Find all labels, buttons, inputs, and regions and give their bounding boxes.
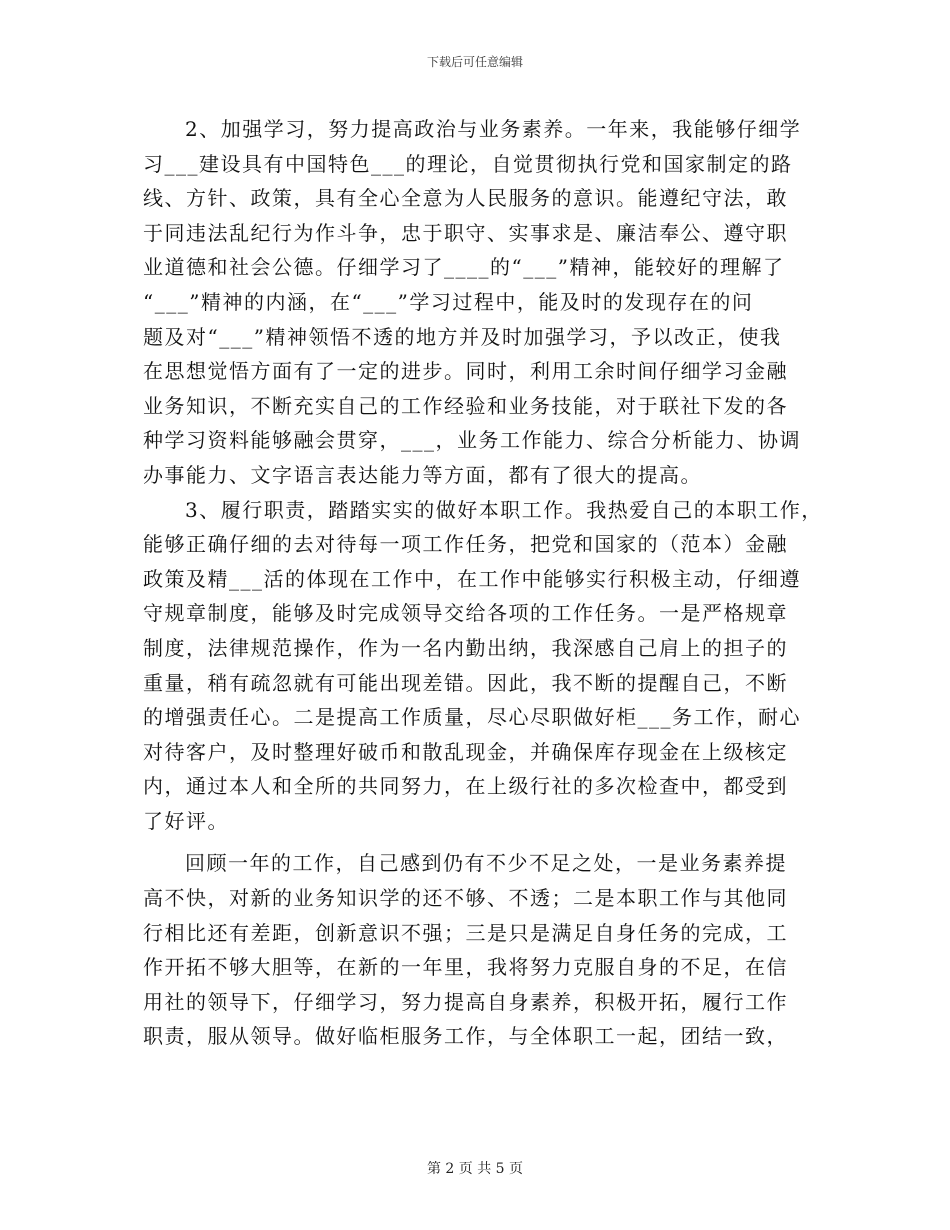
text-line: 线、方针、政策，具有全心全意为人民服务的意识。能遵纪守法，敢	[143, 186, 788, 211]
paragraph	[143, 493, 823, 839]
text-line: 种学习资料能够融会贯穿，___，业务工作能力、综合分析能力、协调	[143, 428, 801, 453]
text-line: 习___建设具有中国特色___的理论，自觉贯彻执行党和国家制定的路	[143, 151, 793, 176]
page-number: 第 2 页 共 5 页	[426, 1161, 524, 1177]
text-line: 题及对“___”精神领悟不透的地方并及时加强学习，予以改正，使我	[143, 324, 782, 349]
text-line: 制度，法律规范操作，作为一名内勤出纳，我深感自己肩上的担子的	[143, 635, 788, 660]
text-line: 办事能力、文字语言表达能力等方面，都有了很大的提高。	[143, 462, 702, 487]
paragraph-spacer	[143, 838, 823, 846]
text-line: 用社的领导下，仔细学习，努力提高自身素养，积极开拓，履行工作	[143, 989, 788, 1014]
text-line: 回顾一年的工作，自己感到仍有不少不足之处，一是业务素养提	[185, 851, 787, 876]
text-line: 对待客户，及时整理好破币和散乱现金，并确保库存现金在上级核定	[143, 739, 788, 764]
text-line: “___”精神的内涵，在“___”学习过程中，能及时的发现存在的问	[143, 289, 754, 314]
text-line: 作开拓不够大胆等，在新的一年里，我将努力克服自身的不足，在信	[143, 955, 788, 980]
document-body	[143, 112, 823, 1054]
text-line: 业道德和社会公德。仔细学习了____的“___”精神，能较好的理解了	[143, 255, 785, 280]
text-line: 行相比还有差距，创新意识不强；三是只是满足自身任务的完成，工	[143, 920, 788, 945]
text-line: 了好评。	[143, 808, 229, 833]
text-line: 在思想觉悟方面有了一定的进步。同时，利用工余时间仔细学习金融	[143, 359, 788, 384]
text-line: 高不快，对新的业务知识学的还不够、不透；二是本职工作与其他同	[143, 886, 788, 911]
text-line: 的增强责任心。二是提高工作质量，尽心尽职做好柜___务工作，耐心	[143, 705, 801, 730]
text-line: 于同违法乱纪行为作斗争，忠于职守、实事求是、廉洁奉公、遵守职	[143, 220, 788, 245]
text-line: 3、履行职责，踏踏实实的做好本职工作。我热爱自己的本职工作，	[185, 497, 823, 522]
paragraph	[143, 846, 823, 1054]
text-line: 守规章制度，能够及时完成领导交给各项的工作任务。一是严格规章	[143, 601, 788, 626]
text-line: 能够正确仔细的去对待每一项工作任务，把党和国家的（范本）金融	[143, 532, 788, 557]
text-line: 重量，稍有疏忽就有可能出现差错。因此，我不断的提醒自己，不断	[143, 670, 788, 695]
text-line: 内，通过本人和全所的共同努力，在上级行社的多次检查中，都受到	[143, 774, 788, 799]
text-line: 政策及精___活的体现在工作中，在工作中能够实行积极主动，仔细遵	[143, 566, 801, 591]
text-line: 业务知识，不断充实自己的工作经验和业务技能，对于联社下发的各	[143, 393, 788, 418]
text-line: 2、加强学习，努力提高政治与业务素养。一年来，我能够仔细学	[185, 117, 802, 141]
paragraph	[143, 112, 823, 493]
text-line: 职责，服从领导。做好临柜服务工作，与全体职工一起，团结一致，	[143, 1024, 788, 1049]
page-header: 下载后可任意编辑	[426, 55, 523, 69]
